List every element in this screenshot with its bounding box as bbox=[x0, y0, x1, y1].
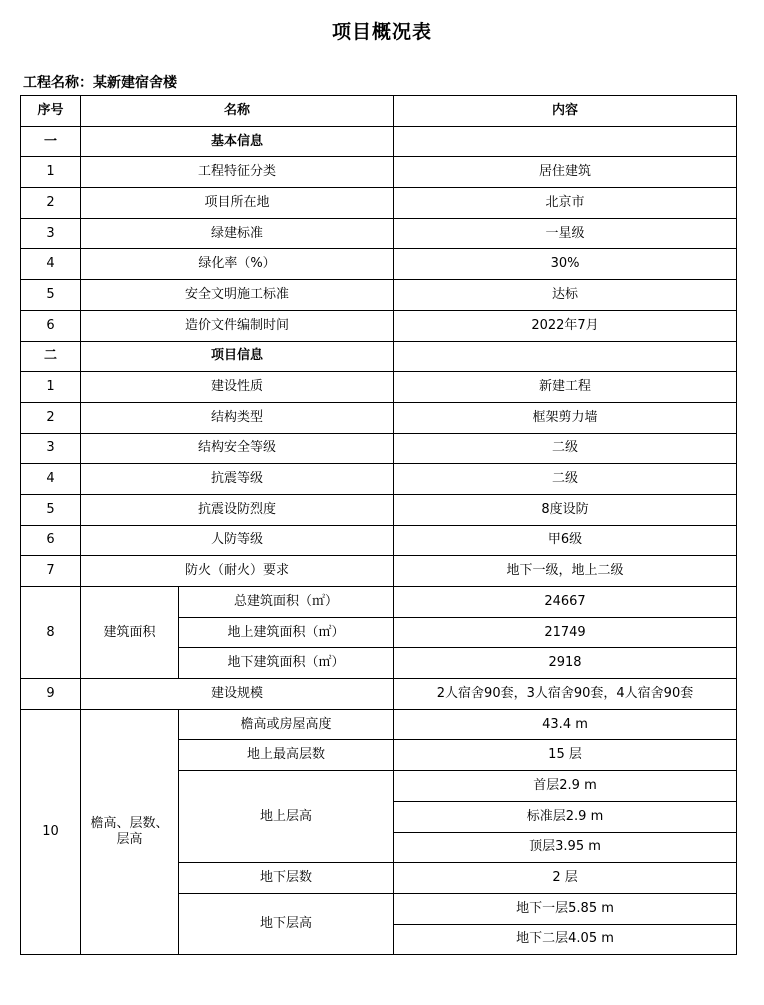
row-content: 框架剪力墙 bbox=[394, 402, 737, 433]
row-content: 北京市 bbox=[394, 188, 737, 219]
table-row bbox=[21, 188, 737, 219]
row-name: 造价文件编制时间 bbox=[81, 310, 394, 341]
row-name: 防火（耐火）要求 bbox=[81, 556, 394, 587]
section-no: 二 bbox=[21, 341, 81, 372]
section-no: 一 bbox=[21, 126, 81, 157]
row-name: 檐高或房屋高度 bbox=[179, 709, 394, 740]
row-content: 21749 bbox=[394, 617, 737, 648]
row-content: 顶层3.95 m bbox=[394, 832, 737, 863]
table-row bbox=[21, 464, 737, 495]
table-row-height bbox=[21, 709, 737, 740]
row-no: 5 bbox=[21, 494, 81, 525]
row-name: 建设规模 bbox=[81, 679, 394, 710]
row-name: 绿建标准 bbox=[81, 218, 394, 249]
row-name: 地上层高 bbox=[179, 771, 394, 863]
row-name: 地下层高 bbox=[179, 893, 394, 954]
section-title: 项目信息 bbox=[81, 341, 394, 372]
row-no: 3 bbox=[21, 218, 81, 249]
row-content: 2人宿舍90套，3人宿舍90套，4人宿舍90套 bbox=[394, 679, 737, 710]
row-name: 抗震等级 bbox=[81, 464, 394, 495]
row-no: 3 bbox=[21, 433, 81, 464]
row-name: 工程特征分类 bbox=[81, 157, 394, 188]
row-name: 地下层数 bbox=[179, 863, 394, 894]
row-name: 地上最高层数 bbox=[179, 740, 394, 771]
row-name: 建设性质 bbox=[81, 372, 394, 403]
section-row-project bbox=[21, 341, 737, 372]
table-row bbox=[21, 372, 737, 403]
row-name: 地上建筑面积（㎡） bbox=[179, 617, 394, 648]
table-row bbox=[21, 525, 737, 556]
row-content: 2022年7月 bbox=[394, 310, 737, 341]
row-content: 二级 bbox=[394, 433, 737, 464]
row-name: 抗震设防烈度 bbox=[81, 494, 394, 525]
row-no: 4 bbox=[21, 464, 81, 495]
header-name: 名称 bbox=[81, 96, 394, 127]
row-no: 1 bbox=[21, 157, 81, 188]
row-no: 4 bbox=[21, 249, 81, 280]
row-content: 标准层2.9 m bbox=[394, 801, 737, 832]
section-empty-cell bbox=[394, 341, 737, 372]
table-row bbox=[21, 280, 737, 311]
table-header-row bbox=[21, 96, 737, 127]
row-content: 24667 bbox=[394, 587, 737, 618]
row-content: 43.4 m bbox=[394, 709, 737, 740]
header-content: 内容 bbox=[394, 96, 737, 127]
section-empty-cell bbox=[394, 126, 737, 157]
table-row bbox=[21, 218, 737, 249]
row-content: 2 层 bbox=[394, 863, 737, 894]
row-content: 新建工程 bbox=[394, 372, 737, 403]
table-row bbox=[21, 249, 737, 280]
row-content: 甲6级 bbox=[394, 525, 737, 556]
row-no: 9 bbox=[21, 679, 81, 710]
row-name: 地下建筑面积（㎡） bbox=[179, 648, 394, 679]
row-name: 总建筑面积（㎡） bbox=[179, 587, 394, 618]
table-row-area bbox=[21, 587, 737, 618]
row-group-name: 檐高、层数、层高 bbox=[81, 709, 179, 955]
section-title: 基本信息 bbox=[81, 126, 394, 157]
row-content: 地下一层5.85 m bbox=[394, 893, 737, 924]
row-no: 6 bbox=[21, 525, 81, 556]
row-no: 2 bbox=[21, 188, 81, 219]
table-row bbox=[21, 402, 737, 433]
row-content: 2918 bbox=[394, 648, 737, 679]
table-row bbox=[21, 494, 737, 525]
page-title: 项目概况表 bbox=[331, 21, 432, 43]
row-content: 首层2.9 m bbox=[394, 771, 737, 802]
row-no: 5 bbox=[21, 280, 81, 311]
row-content: 达标 bbox=[394, 280, 737, 311]
row-no: 1 bbox=[21, 372, 81, 403]
row-no: 10 bbox=[21, 709, 81, 955]
row-no: 8 bbox=[21, 587, 81, 679]
row-content: 一星级 bbox=[394, 218, 737, 249]
row-name: 绿化率（%） bbox=[81, 249, 394, 280]
row-name: 人防等级 bbox=[81, 525, 394, 556]
table-row bbox=[21, 310, 737, 341]
row-content: 地下一级，地上二级 bbox=[394, 556, 737, 587]
row-no: 7 bbox=[21, 556, 81, 587]
row-no: 2 bbox=[21, 402, 81, 433]
row-content: 居住建筑 bbox=[394, 157, 737, 188]
row-name: 安全文明施工标准 bbox=[81, 280, 394, 311]
row-name: 项目所在地 bbox=[81, 188, 394, 219]
table-row bbox=[21, 556, 737, 587]
row-no: 6 bbox=[21, 310, 81, 341]
section-row-basic bbox=[21, 126, 737, 157]
row-content: 地下二层4.05 m bbox=[394, 924, 737, 955]
table-row-scale bbox=[21, 679, 737, 710]
project-overview-table bbox=[20, 95, 737, 955]
row-name: 结构类型 bbox=[81, 402, 394, 433]
row-name: 结构安全等级 bbox=[81, 433, 394, 464]
table-row bbox=[21, 433, 737, 464]
table-row bbox=[21, 157, 737, 188]
row-content: 二级 bbox=[394, 464, 737, 495]
row-content: 30% bbox=[394, 249, 737, 280]
project-name-label: 工程名称：某新建宿舍楼 bbox=[23, 75, 177, 91]
header-no: 序号 bbox=[21, 96, 81, 127]
row-group-name: 建筑面积 bbox=[81, 587, 179, 679]
row-content: 15 层 bbox=[394, 740, 737, 771]
row-content: 8度设防 bbox=[394, 494, 737, 525]
